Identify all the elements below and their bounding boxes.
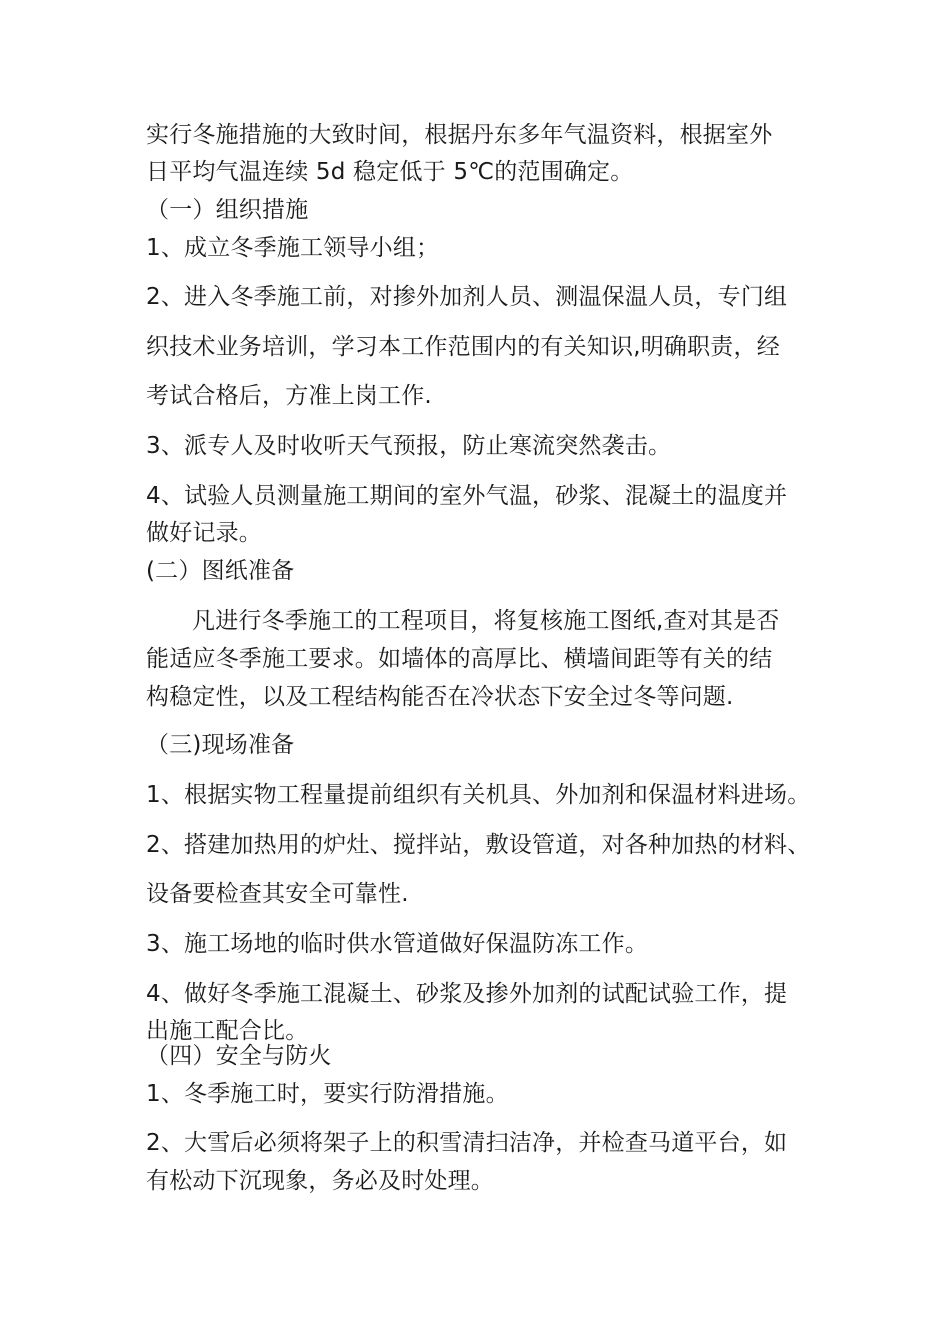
list-item: 1、根据实物工程量提前组织有关机具、外加剂和保温材料进场。 xyxy=(146,782,811,808)
body-text-line: 有松动下沉现象，务必及时处理。 xyxy=(146,1168,494,1194)
body-text-line: 织技术业务培训，学习本工作范围内的有关知识,明确职责，经 xyxy=(146,334,780,360)
list-item: 2、搭建加热用的炉灶、搅拌站，敷设管道，对各种加热的材料、 xyxy=(146,832,811,858)
list-item: 1、冬季施工时，要实行防滑措施。 xyxy=(146,1081,509,1107)
list-item: 2、大雪后必须将架子上的积雪清扫洁净，并检查马道平台，如 xyxy=(146,1130,788,1156)
body-text-line: 实行冬施措施的大致时间，根据丹东多年气温资料，根据室外 xyxy=(146,122,773,148)
section-heading-site: （三)现场准备 xyxy=(146,732,295,758)
body-text-line: 能适应冬季施工要求。如墙体的高厚比、横墙间距等有关的结 xyxy=(146,646,773,672)
body-text-line: 日平均气温连续 5d 稳定低于 5℃的范围确定。 xyxy=(146,159,634,185)
body-text-line: 构稳定性，以及工程结构能否在冷状态下安全过冬等问题. xyxy=(146,684,734,710)
body-text-line: 做好记录。 xyxy=(146,520,262,546)
section-heading-organization: （一）组织措施 xyxy=(146,197,309,223)
list-item: 3、派专人及时收听天气预报，防止寒流突然袭击。 xyxy=(146,433,672,459)
body-text-line: 考试合格后，方准上岗工作. xyxy=(146,383,432,409)
list-item: 4、做好冬季施工混凝土、砂浆及掺外加剂的试配试验工作，提 xyxy=(146,981,788,1007)
list-item: 2、进入冬季施工前，对掺外加剂人员、测温保温人员，专门组 xyxy=(146,284,788,310)
body-text-line: 出施工配合比。 xyxy=(146,1018,309,1044)
section-heading-drawings: (二）图纸准备 xyxy=(146,558,295,584)
body-text-line: 凡进行冬季施工的工程项目，将复核施工图纸,查对其是否 xyxy=(192,608,780,634)
list-item: 3、施工场地的临时供水管道做好保温防冻工作。 xyxy=(146,931,649,957)
list-item: 4、试验人员测量施工期间的室外气温，砂浆、混凝土的温度并 xyxy=(146,483,788,509)
section-heading-safety: （四）安全与防火 xyxy=(146,1043,332,1069)
body-text-line: 设备要检查其安全可靠性. xyxy=(146,881,409,907)
list-item: 1、成立冬季施工领导小组； xyxy=(146,235,440,261)
